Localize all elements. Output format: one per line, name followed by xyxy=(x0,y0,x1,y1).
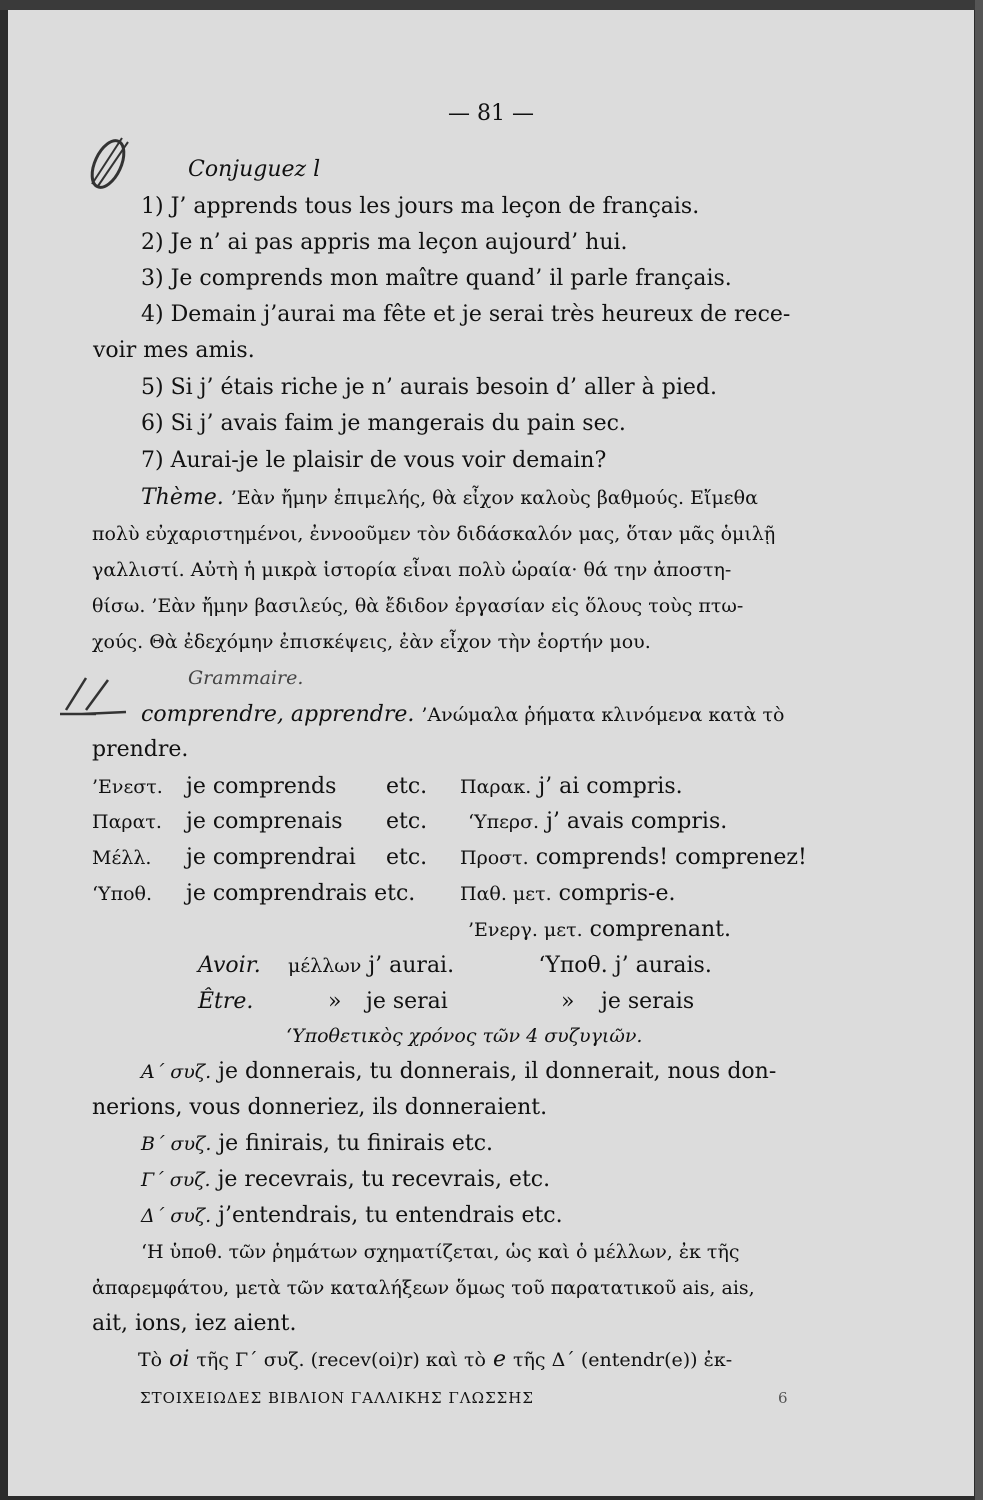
scan-edge-top xyxy=(0,0,983,10)
grammar-greek: ’Ανώμαλα ῥήματα κλινόμενα κατὰ τὸ xyxy=(421,704,785,726)
grammar-intro xyxy=(141,701,784,729)
grammar-verbs: comprendre, apprendre. xyxy=(141,702,415,727)
left-conj-row-4: ‘Υποθ. je comprendrais etc. xyxy=(92,881,416,906)
handwritten-ll-icon xyxy=(56,670,136,720)
footer-title: ΣΤΟΙΧΕΙΩΔΕΣ ΒΙΒΛΙΟΝ ΓΑΛΛΙΚΗΣ ΓΛΩΣΣΗΣ xyxy=(140,1389,534,1407)
conj-b: Β΄ συζ. je finirais, tu finirais etc. xyxy=(141,1131,494,1156)
last-line: Τὸ oi τῆς Γ΄ συζ. (recev(oi)r) καὶ τὸ e τῆς Δ΄ (entendr(e)) ἐκ- xyxy=(138,1347,733,1372)
rule-line-3: ait, ions, iez aient. xyxy=(92,1311,297,1336)
exercise-2: 2) Je n’ ai pas appris ma leçon aujourd’ hui. xyxy=(141,230,628,255)
exercise-7: 7) Aurai-je le plaisir de vous voir demain? xyxy=(141,448,607,473)
exercise-1: 1) J’ apprends tous les jours ma leçon de français. xyxy=(141,194,700,219)
page-number: — 81 — xyxy=(448,101,534,126)
handwritten-mark-icon xyxy=(80,122,140,197)
avoir-row: Avoir. μέλλων j’ aurai. ‘Υποθ. j’ aurais. xyxy=(198,953,712,978)
conj-a-cont: nerions, vous donneriez, ils donneraient. xyxy=(92,1095,548,1120)
theme-label: Thème. xyxy=(141,485,224,510)
right-conj-row-2: ‘Υπερσ. j’ avais compris. xyxy=(468,809,728,834)
rule-line-2: ἀπαρεμφάτου, μετὰ τῶν καταλήξεων ὅμως τοῦ παρατατικοῦ ais, ais, xyxy=(92,1277,755,1299)
left-conj-row-1: ’Ενεστ. je comprends etc. xyxy=(92,774,428,799)
signature-number: 6 xyxy=(778,1389,788,1407)
right-conj-row-5: ’Ενεργ. μετ. comprenant. xyxy=(468,917,731,942)
exercise-4: 4) Demain j’aurai ma fête et je serai très heureux de rece- xyxy=(141,302,791,327)
right-conj-row-3: Προστ. comprends! comprenez! xyxy=(460,845,807,870)
exercise-6: 6) Si j’ avais faim je mangerais du pain sec. xyxy=(141,411,626,436)
scan-edge-right xyxy=(975,0,983,1500)
exercise-4-cont: voir mes amis. xyxy=(93,338,255,363)
theme-line-1: Thème. ’Εὰν ἤμην ἐπιμελής, θὰ εἶχον καλοὺς βαθμούς. Εἴμεθα xyxy=(141,485,758,510)
etre-row: Être. » je serai » je serais xyxy=(198,989,695,1014)
conj-a: Α΄ συζ. je donnerais, tu donnerais, il donnerait, nous don- xyxy=(141,1059,777,1084)
conj-c: Γ΄ συζ. je recevrais, tu recevrais, etc. xyxy=(141,1167,551,1192)
theme-line-2: πολὺ εὐχαριστημένοι, ἐννοοῦμεν τὸν διδάσκαλόν μας, ὅταν μᾶς ὁμιλῇ xyxy=(92,523,776,545)
right-conj-row-1: Παρακ. j’ ai compris. xyxy=(460,774,683,799)
left-conj-row-2: Παρατ. je comprenais etc. xyxy=(92,809,428,834)
conj-d: Δ΄ συζ. j’entendrais, tu entendrais etc. xyxy=(141,1203,563,1228)
exercise-5: 5) Si j’ étais riche je n’ aurais besoin d’ aller à pied. xyxy=(141,375,718,400)
exercise-3: 3) Je comprends mon maître quand’ il parle français. xyxy=(141,266,732,291)
conjugate-title: Conjuguez l xyxy=(188,157,321,182)
left-conj-row-3: Μέλλ. je comprendrai etc. xyxy=(92,845,428,870)
grammar-title: Grammaire. xyxy=(188,667,304,689)
rule-line-1: ‘Η ὑποθ. τῶν ῥημάτων σχηματίζεται, ὡς καὶ ὁ μέλλων, ἐκ τῆς xyxy=(141,1241,740,1263)
theme-line-3: γαλλιστί. Αὐτὴ ἡ μικρὰ ἱστορία εἶναι πολὺ ὡραία· θά την ἀποστη- xyxy=(92,559,732,581)
conditional-title: ‘Υποθετικὸς χρόνος τῶν 4 συζυγιῶν. xyxy=(286,1025,643,1047)
theme-line-4: θίσω. ’Εὰν ἤμην βασιλεύς, θὰ ἔδιδον ἐργασίαν εἰς ὅλους τοὺς πτω- xyxy=(92,595,744,617)
book-page xyxy=(8,10,974,1496)
grammar-intro-cont: prendre. xyxy=(92,737,189,762)
right-conj-row-4: Παθ. μετ. compris-e. xyxy=(460,881,676,906)
theme-line-5: χούς. Θὰ ἐδεχόμην ἐπισκέψεις, ἐὰν εἶχον τὴν ἑορτήν μου. xyxy=(92,631,651,653)
